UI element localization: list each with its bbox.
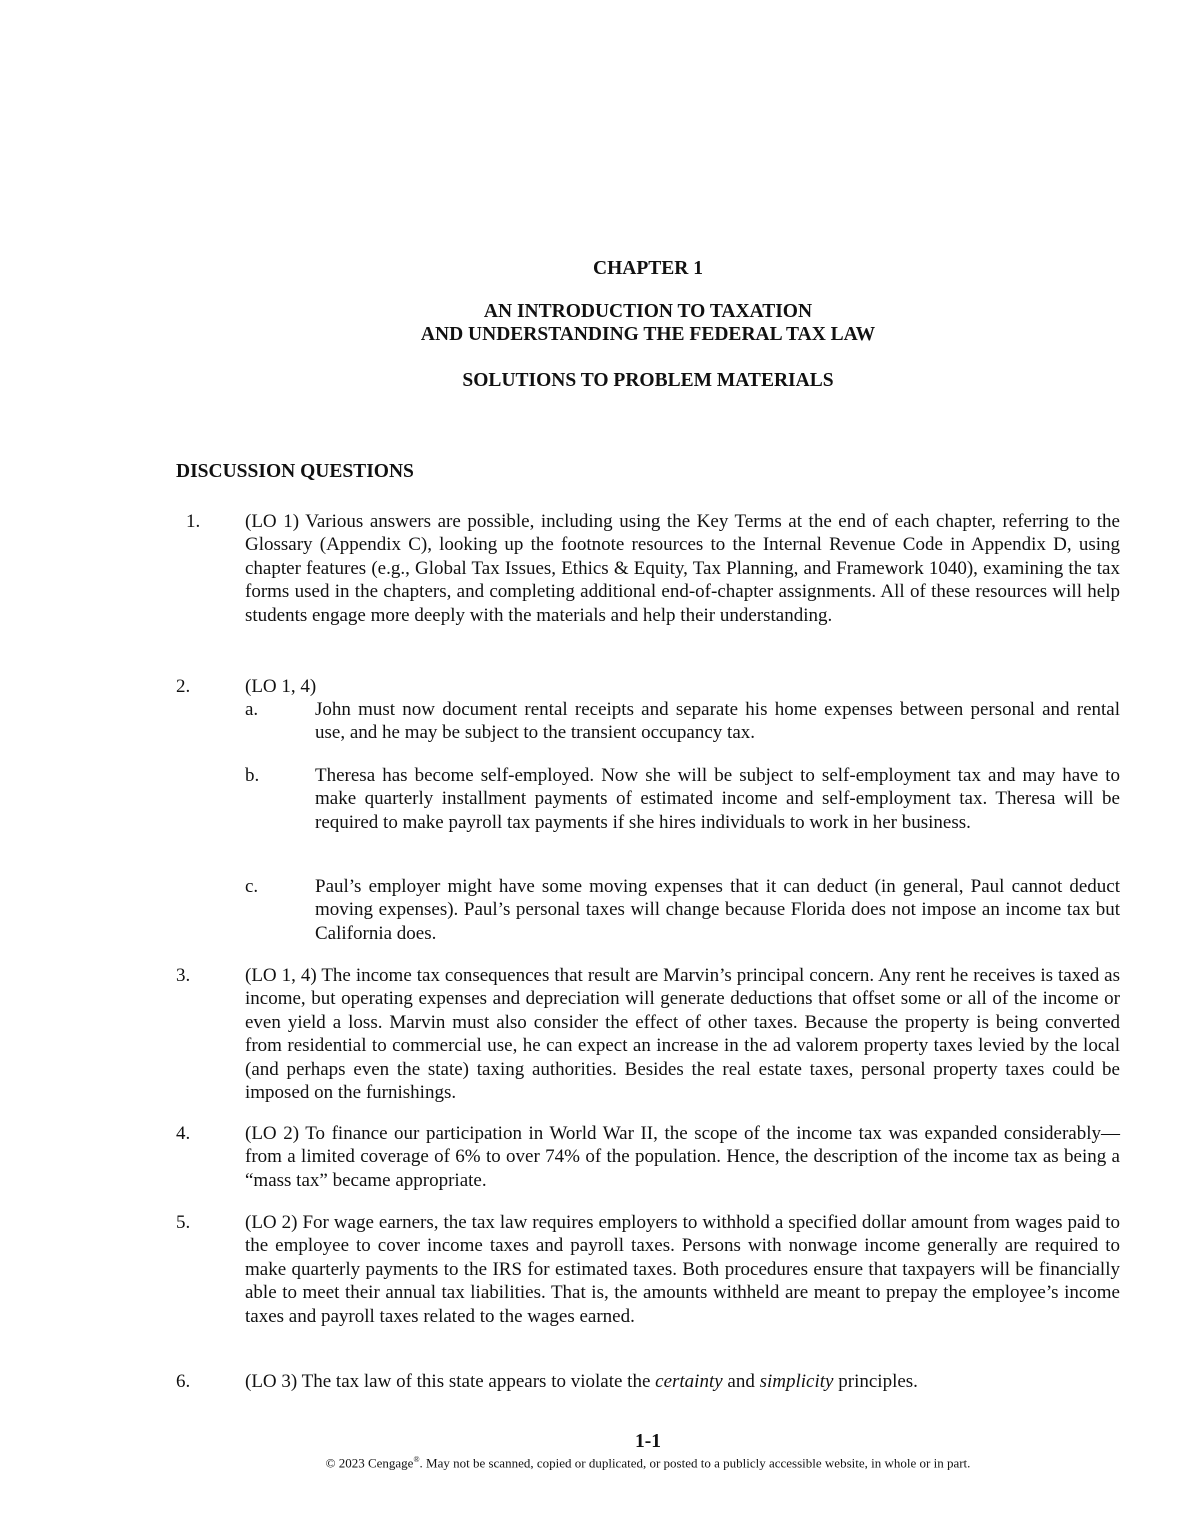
question-number: 2.: [176, 676, 191, 697]
part-letter: c.: [245, 876, 259, 897]
question-text: (LO 1, 4): [245, 676, 317, 697]
section-heading: DISCUSSION QUESTIONS: [176, 461, 414, 482]
question-text: (LO 2) For wage earners, the tax law requires employers to withhold a specified dollar amount from wages paid to the employee to cover income taxes and payroll taxes. Persons with nonwage income generally are required to make quarterly payments to the IRS for estimated taxes. Both procedures ensure that taxpayers will be financially able to meet their annual tax liabilities. That is, the amounts withheld are meant to prepay the employee’s income taxes and payroll taxes related to the wages earned.: [245, 1212, 1120, 1327]
chapter-title-line-1: AN INTRODUCTION TO TAXATION: [483, 301, 813, 322]
copyright-notice: © 2023 Cengage®. May not be scanned, copied or duplicated, or posted to a publicly accessible website, in whole or in part.: [325, 1455, 971, 1471]
question-text: (LO 3) The tax law of this state appears to violate the certainty and simplicity principles.: [245, 1371, 918, 1392]
part-letter: a.: [245, 699, 259, 720]
chapter-label: CHAPTER 1: [593, 258, 703, 279]
page-number: 1-1: [635, 1431, 661, 1452]
part-text: John must now document rental receipts and separate his home expenses between personal and rental use, and he may be subject to the transient occupancy tax.: [315, 699, 1120, 744]
part-text: Paul’s employer might have some moving expenses that it can deduct (in general, Paul cannot deduct moving expenses). Paul’s personal taxes will change because Florida does not impose an income tax but California does.: [315, 876, 1120, 944]
question-number: 6.: [176, 1371, 191, 1392]
question-text: (LO 2) To finance our participation in World War II, the scope of the income tax was expanded considerably—from a limited coverage of 6% to over 74% of the population. Hence, the description of the income tax as being a “mass tax” became appropriate.: [245, 1123, 1120, 1191]
question-number: 5.: [176, 1212, 191, 1233]
question-number: 4.: [176, 1123, 191, 1144]
part-text: Theresa has become self-employed. Now she will be subject to self-employment tax and may have to make quarterly installment payments of estimated income and self-employment tax. Theresa will be required to make payroll tax payments if she hires individuals to work in her business.: [315, 765, 1120, 833]
chapter-subtitle: SOLUTIONS TO PROBLEM MATERIALS: [462, 370, 834, 391]
question-number: 1.: [186, 511, 201, 532]
question-text: (LO 1) Various answers are possible, including using the Key Terms at the end of each chapter, referring to the Glossary (Appendix C), looking up the footnote resources to the Internal Revenue Code in Appendix D, using chapter features (e.g., Global Tax Issues, Ethics & Equity, Tax Planning, and Framework 1040), examining the tax forms used in the chapters, and completing additional end-of-chapter assignments. All of these resources will help students engage more deeply with the materials and help their understanding.: [245, 511, 1120, 626]
question-text: (LO 1, 4) The income tax consequences that result are Marvin’s principal concern. Any rent he receives is taxed as income, but operating expenses and depreciation will generate deductions that offset some or all of the income or even yield a loss. Marvin must also consider the effect of other taxes. Because the property is being converted from residential to commercial use, he can expect an increase in the ad valorem property taxes levied by the local (and perhaps even the state) taxing authorities. Besides the real estate taxes, personal property taxes could be imposed on the furnishings.: [245, 965, 1120, 1104]
chapter-title-line-2: AND UNDERSTANDING THE FEDERAL TAX LAW: [420, 324, 876, 345]
part-letter: b.: [245, 765, 260, 786]
question-number: 3.: [176, 965, 191, 986]
emphasis-simplicity: simplicity: [759, 1371, 834, 1392]
emphasis-certainty: certainty: [655, 1371, 723, 1392]
